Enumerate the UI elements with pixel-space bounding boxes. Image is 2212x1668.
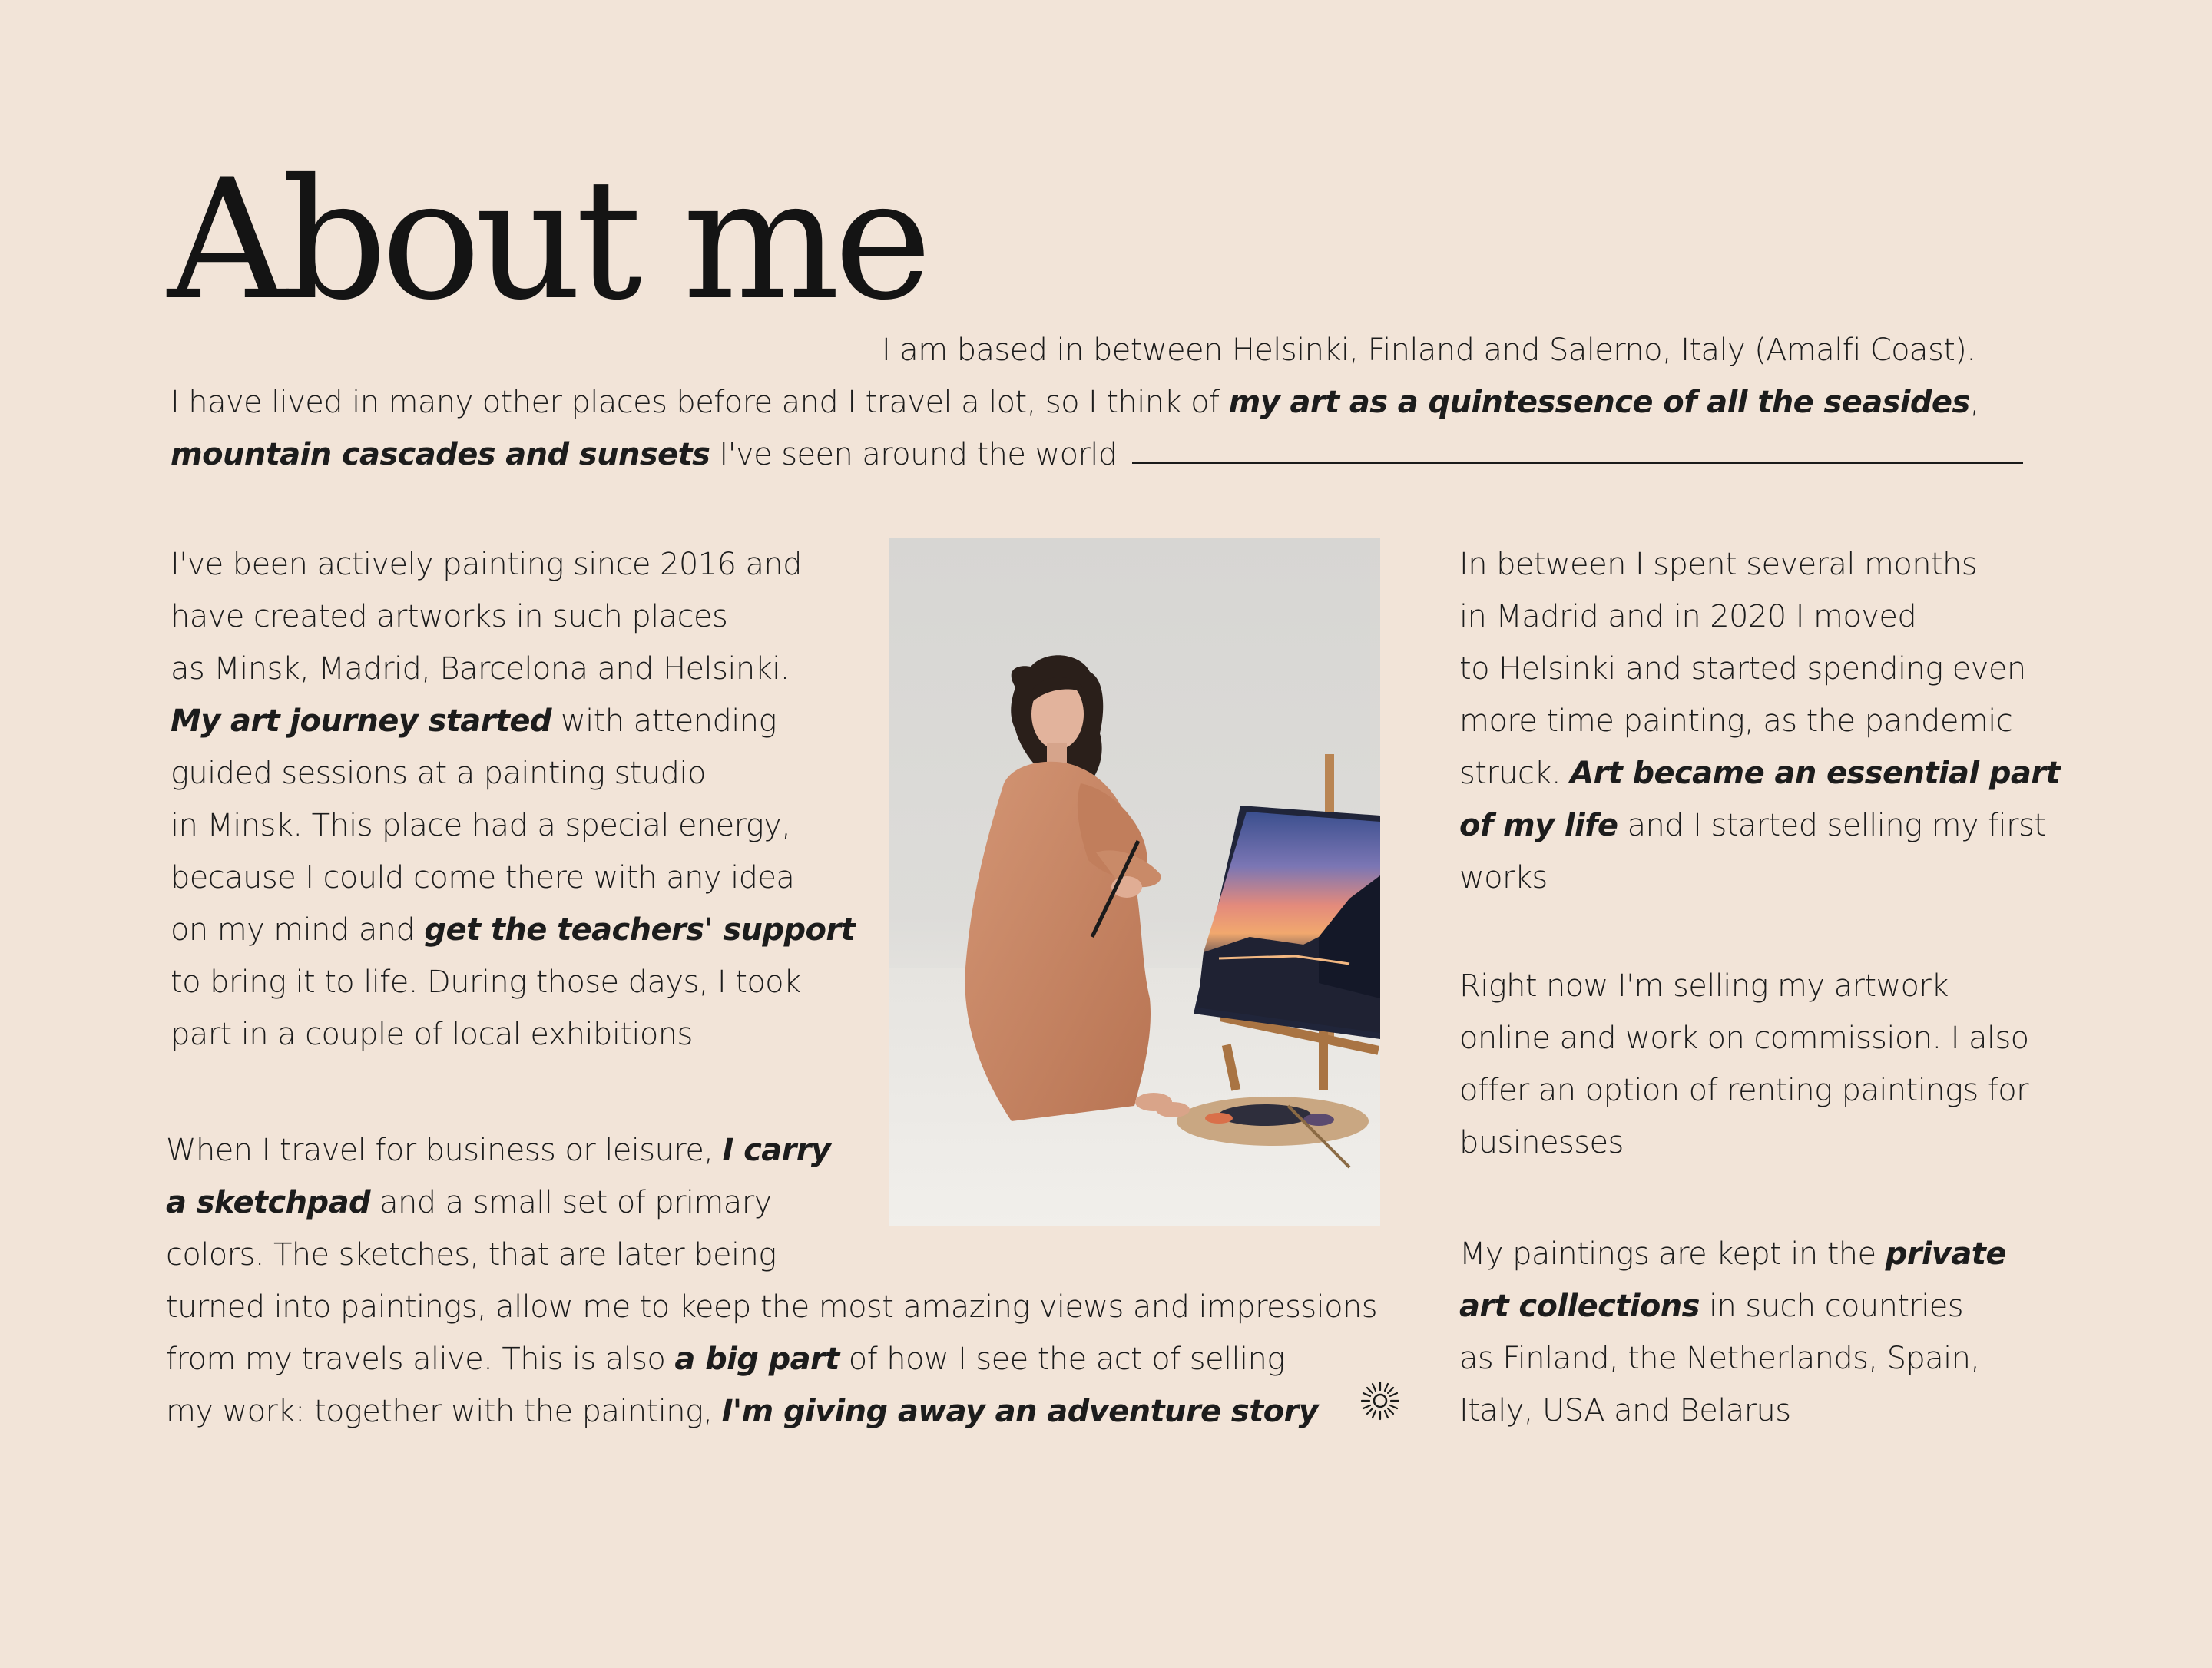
emphasis: a sketchpad (166, 1185, 370, 1220)
paragraph-painting-history (171, 538, 855, 1061)
text-line: have created artworks in such places (171, 599, 728, 634)
text-line (1459, 799, 2060, 852)
text-line (166, 1333, 1377, 1385)
text-line: Italy, USA and Belarus (1459, 1393, 1791, 1428)
emphasis: a big part (674, 1342, 839, 1377)
emphasis: Art became an essential part (1570, 756, 2060, 791)
emphasis: of my life (1459, 808, 1618, 843)
emphasis: private (1885, 1236, 2006, 1272)
intro-text: , (1969, 385, 1979, 420)
text: and a small set of primary (370, 1185, 772, 1220)
text-line (1459, 747, 2060, 799)
text: from my travels alive. This is also (166, 1342, 675, 1377)
text-line: guided sessions at a painting studio (171, 756, 706, 791)
emphasis: My art journey started (171, 703, 551, 739)
artist-photo (889, 538, 1380, 1226)
text: on my mind and (171, 912, 425, 948)
text-line: colors. The sketches, that are later being (166, 1237, 777, 1273)
text-line: in Madrid and in 2020 I moved (1459, 599, 1917, 634)
text-line: more time painting, as the pandemic (1459, 703, 2013, 739)
text-line: works (1459, 860, 1548, 895)
text-line: I've been actively painting since 2016 and (171, 547, 802, 582)
text: and I started selling my first (1618, 808, 2046, 843)
text-line: as Finland, the Netherlands, Spain, (1459, 1341, 1980, 1376)
text-line (166, 1385, 1377, 1438)
intro-emphasis: my art as a quintessence of all the seasides (1228, 385, 1970, 420)
emphasis: I carry (722, 1133, 831, 1168)
text-line (1459, 1280, 2006, 1332)
text-line: part in a couple of local exhibitions (171, 1017, 693, 1052)
text-line: turned into paintings, allow me to keep the most amazing views and impressions (166, 1289, 1377, 1325)
text-line: in Minsk. This place had a special energy, (171, 808, 791, 843)
text: with attending (551, 703, 777, 739)
text-line: Right now I'm selling my artwork (1459, 968, 1949, 1004)
text-line: offer an option of renting paintings for (1459, 1073, 2028, 1108)
emphasis: art collections (1459, 1289, 1700, 1324)
text-line: businesses (1459, 1125, 1624, 1160)
text: When I travel for business or leisure, (166, 1133, 723, 1168)
paragraph-madrid-helsinki (1459, 538, 2060, 904)
text-line: to bring it to life. During those days, I took (171, 965, 801, 1000)
intro-first-line: I am based in between Helsinki, Finland and Salerno, Italy (Amalfi Coast). (882, 333, 1976, 368)
text-line: online and work on commission. I also (1459, 1021, 2029, 1056)
text-line: to Helsinki and started spending even (1459, 651, 2026, 687)
paragraph-selling-artwork (1459, 960, 2029, 1169)
text-line (171, 904, 855, 956)
text-line: In between I spent several months (1459, 547, 1978, 582)
intro-paragraph (171, 376, 1979, 481)
paragraph-collections (1459, 1228, 2006, 1437)
text-line: because I could come there with any idea (171, 860, 795, 895)
canvas-painting (1194, 806, 1380, 1039)
artist-photo-illustration (889, 538, 1380, 1226)
intro-text: I have lived in many other places before and I travel a lot, so I think of (171, 385, 1229, 420)
text-line: as Minsk, Madrid, Barcelona and Helsinki. (171, 651, 790, 687)
emphasis: I'm giving away an adventure story (721, 1394, 1319, 1429)
divider-line (1132, 462, 2023, 464)
text: in such countries (1699, 1289, 1964, 1324)
emphasis: get the teachers' support (424, 912, 856, 948)
intro-emphasis: mountain cascades and sunsets (171, 437, 710, 472)
text: my work: together with the painting, (166, 1394, 722, 1429)
sun-icon (1359, 1380, 1401, 1421)
text: of how I see the act of selling (839, 1342, 1285, 1377)
page-title: About me (167, 144, 926, 336)
text-line (171, 695, 855, 747)
intro-line-2 (171, 376, 1979, 429)
intro-line-3 (171, 429, 1979, 481)
text: My paintings are kept in the (1459, 1236, 1886, 1272)
intro-text: I've seen around the world (710, 437, 1118, 472)
text: struck. (1459, 756, 1571, 791)
text-line (1459, 1228, 2006, 1280)
